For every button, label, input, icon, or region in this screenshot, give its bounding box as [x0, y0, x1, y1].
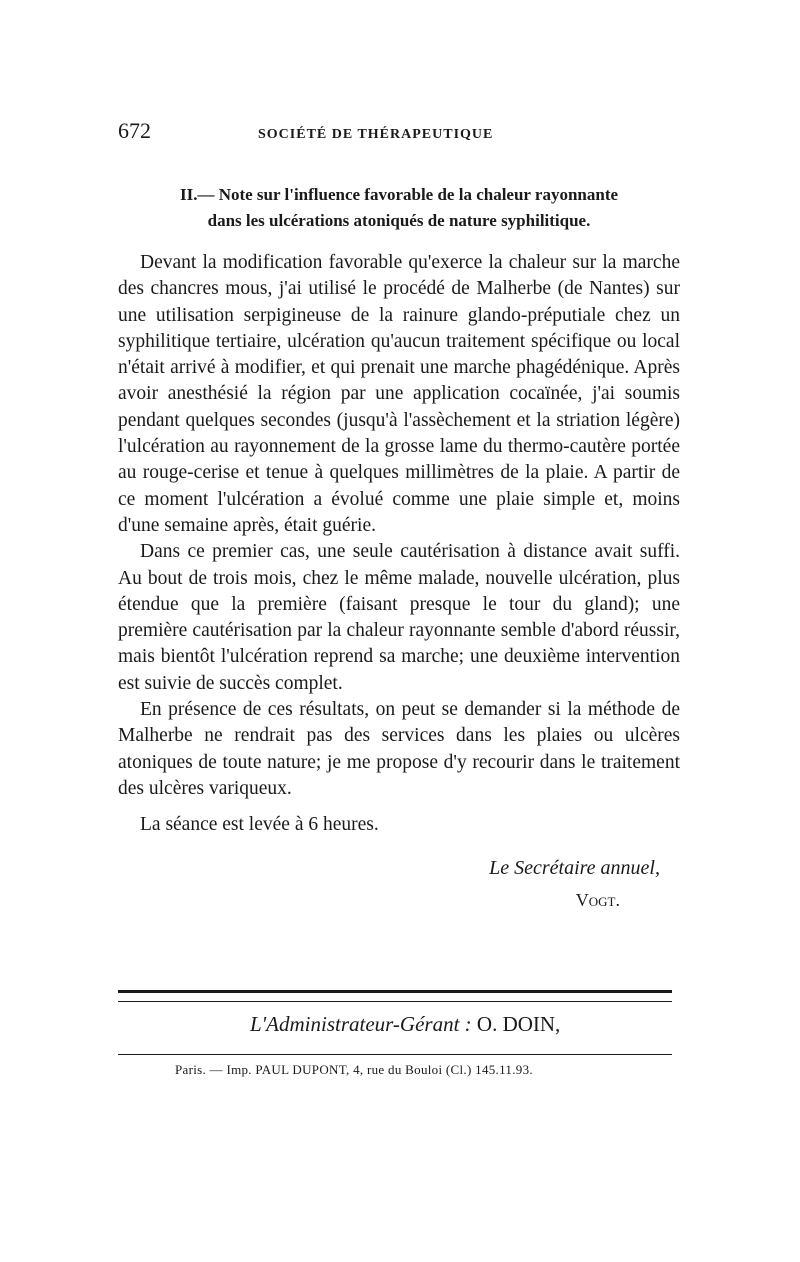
paragraph: En présence de ces résultats, on peut se demander si la méthode de Malherbe ne rendrait pas des services dans les plaies ou ulcères atoniques de toute nature; je me propose d'y recourir dans le traitement des ulcères variqueux. [118, 699, 680, 799]
section-title-line-2: dans les ulcérations atoniqués de nature syphilitique. [207, 211, 591, 230]
running-head: SOCIÉTÉ DE THÉRAPEUTIQUE [258, 127, 494, 142]
administrator-line [250, 1012, 560, 1037]
body-text [118, 250, 680, 802]
page-number: 672 [118, 118, 151, 143]
page-header [118, 118, 680, 148]
signature-block [118, 852, 680, 916]
signature-name: Vogt. [575, 890, 620, 911]
rule-divider [118, 1054, 672, 1055]
administrator-name: O. DOIN, [476, 1012, 561, 1036]
administrator-role: L'Administrateur-Gérant : [250, 1012, 472, 1036]
signature-role: Le Secrétaire annuel, [489, 857, 660, 880]
section-title-line-1: II.— Note sur l'influence favorable de la chaleur rayonnante [179, 185, 619, 204]
paragraph: Dans ce premier cas, une seule cautérisation à distance avait suffi. Au bout de trois mois, chez le même malade, nouvelle ulcération, plus étendue que la première (faisant presque le tour du gland); une première cautérisation par la chaleur rayonnante semble d'abord réussir, mais bientôt l'ulcération reprend sa marche; une deuxième intervention est suivie de succès complet. [118, 541, 680, 694]
page-content [118, 118, 680, 916]
double-rule-divider [118, 990, 672, 1002]
printer-imprint: Paris. — Imp. PAUL DUPONT, 4, rue du Bouloi (Cl.) 145.11.93. [175, 1062, 533, 1077]
section-title [118, 182, 680, 234]
closing-line: La séance est levée à 6 heures. [140, 814, 379, 836]
paragraph: Devant la modification favorable qu'exerce la chaleur sur la marche des chancres mous, j'ai utilisé le procédé de Malherbe (de Nantes) sur une utilisation serpigineuse de la rainure glando-préputiale chez un syphilitique tertiaire, ulcération qu'aucun traitement spécifique ou local n'était arrivé à modifier, et qui prenait une marche phagédénique. Après avoir anesthésié la région par une application cocaïnée, j'ai soumis pendant quelques secondes (jusqu'à l'assèchement et la striation légère) l'ulcération au rayonnement de la grosse lame du thermo-cautère portée au rouge-cerise et tenue à quelques millimètres de la plaie. A partir de ce moment l'ulcération a évolué comme une plaie simple et, moins d'une semaine après, était guérie. [118, 252, 680, 536]
